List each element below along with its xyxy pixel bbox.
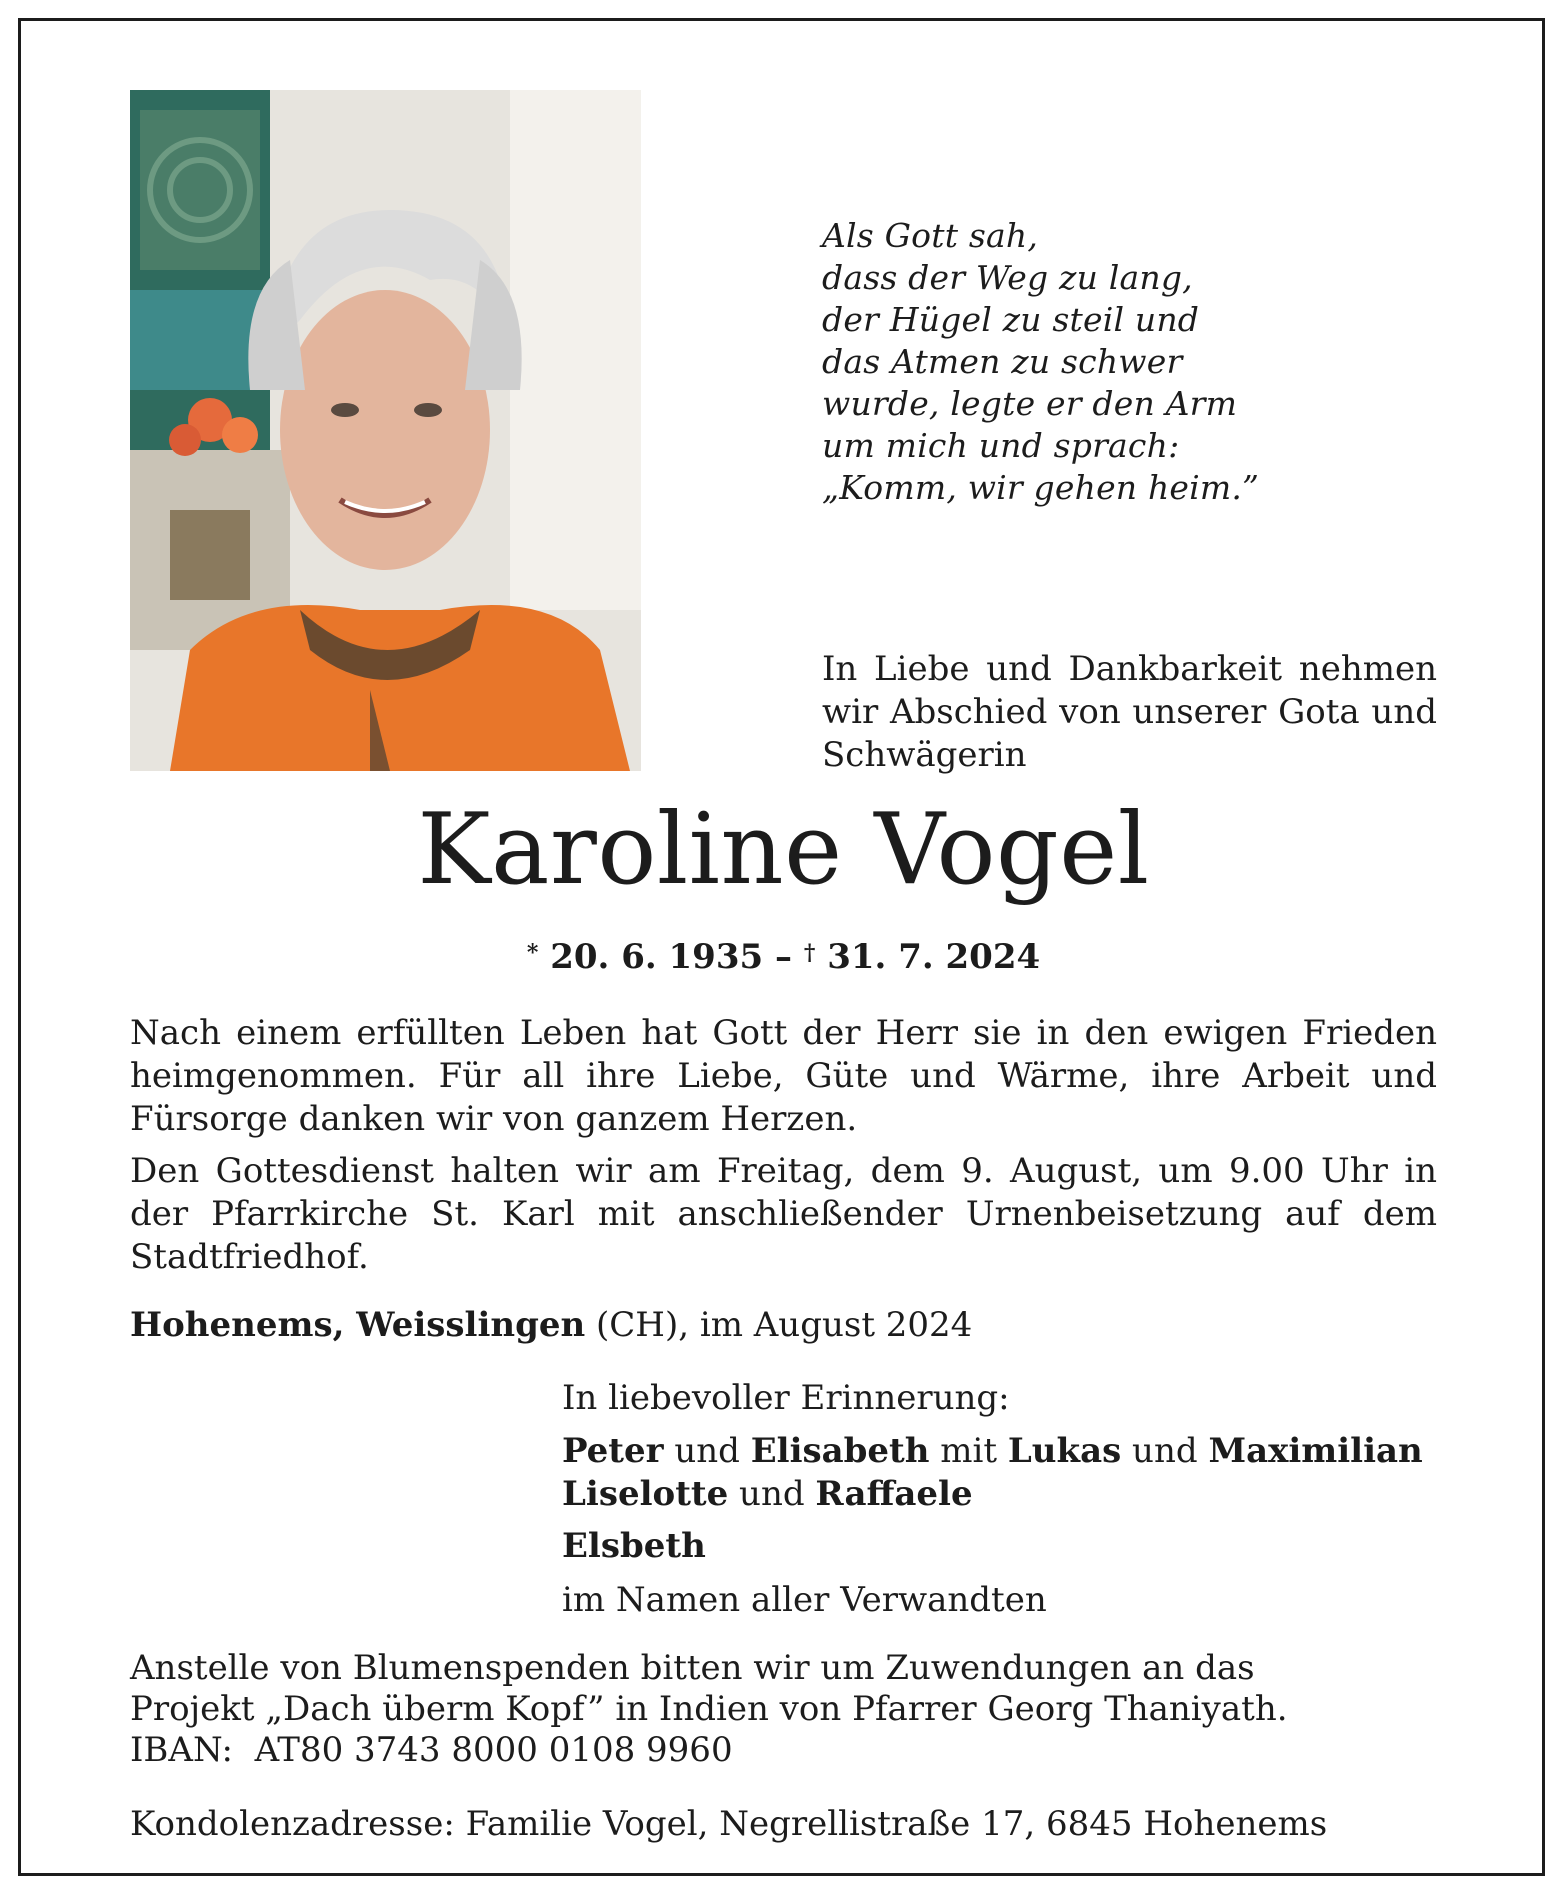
poem-line: dass der Weg zu lang,: [822, 258, 1193, 297]
condolence-address: Kondolenzadresse: Familie Vogel, Negrellistraße 17, 6845 Hohenems: [130, 1804, 1328, 1844]
place-rest: (CH), im August 2024: [585, 1305, 973, 1345]
mourners-line-2: [562, 1472, 973, 1516]
mourner-name: Lukas: [1007, 1431, 1122, 1471]
memory-heading: In liebevoller Erinnerung:: [562, 1378, 1010, 1418]
poem-line: um mich und sprach:: [822, 426, 1180, 465]
mourner-name: Maximilian: [1208, 1431, 1423, 1471]
mourner-name: Raffaele: [815, 1474, 973, 1514]
iban-label: IBAN:: [130, 1730, 233, 1770]
intro-text: In Liebe und Dankbarkeit nehmen wir Abschied von unserer Gota und Schwägerin: [822, 649, 1437, 775]
mourner-name: Peter: [562, 1431, 664, 1471]
portrait-photo: [130, 90, 641, 771]
connector: und: [728, 1474, 816, 1514]
death-symbol: †: [803, 940, 816, 966]
paragraph-gratitude: Nach einem erfüllten Leben hat Gott der Herr sie in den ewigen Frieden heimgenommen. Für all ihre Liebe, Güte und Wärme, ihre Arbeit und Fürsorge danken wir von ganzem Herzen.: [130, 1013, 1437, 1139]
poem: [822, 215, 1259, 509]
donation-line: Anstelle von Blumenspenden bitten wir um Zuwendungen an das: [130, 1648, 1255, 1688]
life-dates: [130, 935, 1437, 979]
mourners-line-1: [562, 1429, 1423, 1473]
poem-line: das Atmen zu schwer: [822, 342, 1183, 381]
connector: und: [663, 1431, 751, 1471]
birth-symbol: *: [526, 940, 539, 966]
birth-date: 20. 6. 1935: [550, 937, 764, 977]
iban-line: [130, 1730, 1288, 1771]
mourner-name: Elsbeth: [562, 1526, 706, 1566]
portrait-illustration: [130, 90, 641, 771]
mourner-name: Liselotte: [562, 1474, 729, 1514]
connector: mit: [929, 1431, 1008, 1471]
death-date: 31. 7. 2024: [827, 937, 1041, 977]
poem-line: wurde, legte er den Arm: [822, 384, 1238, 423]
deceased-name: Karoline Vogel: [417, 793, 1150, 907]
place-date: [130, 1303, 972, 1347]
place-names: Hohenems, Weisslingen: [130, 1305, 586, 1345]
paragraph-service: Den Gottesdienst halten wir am Freitag, dem 9. August, um 9.00 Uhr in der Pfarrkirche St. Karl mit anschließender Urnenbeisetzung auf dem Stadtfriedhof.: [130, 1151, 1437, 1277]
memory-closing: im Namen aller Verwandten: [562, 1580, 1047, 1620]
poem-line: „Komm, wir gehen heim.”: [822, 468, 1260, 507]
donation-line: Projekt „Dach überm Kopf” in Indien von Pfarrer Georg Thaniyath.: [130, 1689, 1288, 1729]
date-separator: –: [775, 937, 792, 977]
mourners-line-3: [562, 1524, 706, 1568]
connector: und: [1121, 1431, 1209, 1471]
iban-value: AT80 3743 8000 0108 9960: [254, 1730, 733, 1770]
poem-line: der Hügel zu steil und: [822, 300, 1200, 339]
donation-note: [130, 1648, 1288, 1771]
poem-line: Als Gott sah,: [822, 216, 1039, 255]
mourner-name: Elisabeth: [750, 1431, 930, 1471]
